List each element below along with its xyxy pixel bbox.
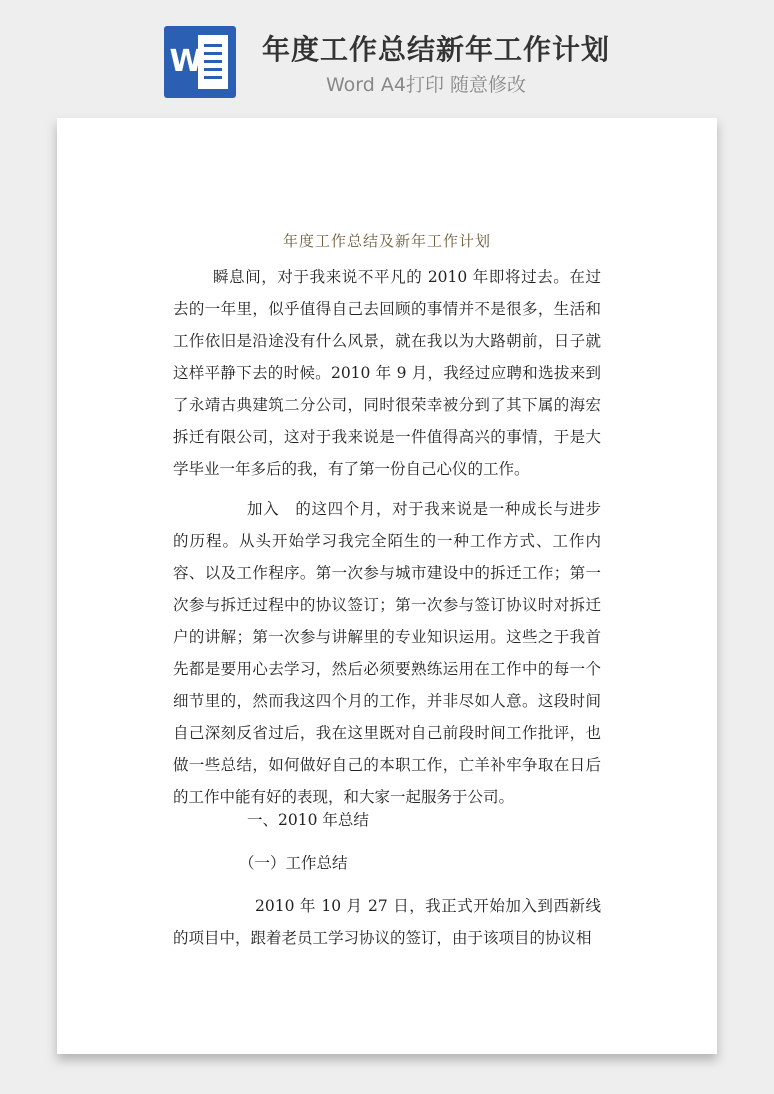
page-title: 年度工作总结新年工作计划	[262, 33, 611, 66]
page-subtitle: Word A4打印 随意修改	[326, 74, 527, 96]
document-title: 年度工作总结及新年工作计划	[282, 232, 491, 250]
paragraph-intro: 瞬息间，对于我来说不平凡的 2010 年即将过去。在过去的一年里，似乎值得自己去回顾的事情并不是很多，生活和工作依旧是沿途没有什么风景，就在我以为大路朝前，日子就这样平静下去的时候。2010 年 9 月，我经过应聘和选拔来到了永靖古典建筑二分公司，同时很荣幸被分到了其下属的海宏拆迁有限公司，这对于我来说是一件值得高兴的事情，于是大学毕业一年多后的我，有了第一份自己心仪的工作。	[173, 268, 601, 478]
subsection-heading: （一）工作总结	[239, 854, 348, 872]
paragraph-growth: 加入 的这四个月，对于我来说是一种成长与进步的历程。从头开始学习我完全陌生的一种工作方式、工作内容、以及工作程序。第一次参与城市建设中的拆迁工作；第一次参与拆迁过程中的协议签订；第一次参与签订协议时对拆迁户的讲解；第一次参与讲解里的专业知识运用。这些之于我首先都是要用心去学习，然后必须要熟练运用在工作中的每一个细节里的，然而我这四个月的工作，并非尽如人意。这段时间自己深刻反省过后，我在这里既对自己前段时间工作批评，也做一些总结，如何做好自己的本职工作，亡羊补牢争取在日后的工作中能有好的表现，和大家一起服务于公司。	[173, 500, 601, 806]
section-heading: 一、2010 年总结	[247, 811, 369, 829]
banner	[0, 0, 774, 110]
document-page	[57, 118, 717, 1054]
paragraph-work-summary: 2010 年 10 月 27 日，我正式开始加入到西新线的项目中，跟着老员工学习协议的签订，由于该项目的协议相	[173, 897, 601, 947]
word-logo-icon	[164, 26, 236, 98]
logo-letter: W	[169, 44, 203, 79]
watermark	[109, 449, 132, 472]
